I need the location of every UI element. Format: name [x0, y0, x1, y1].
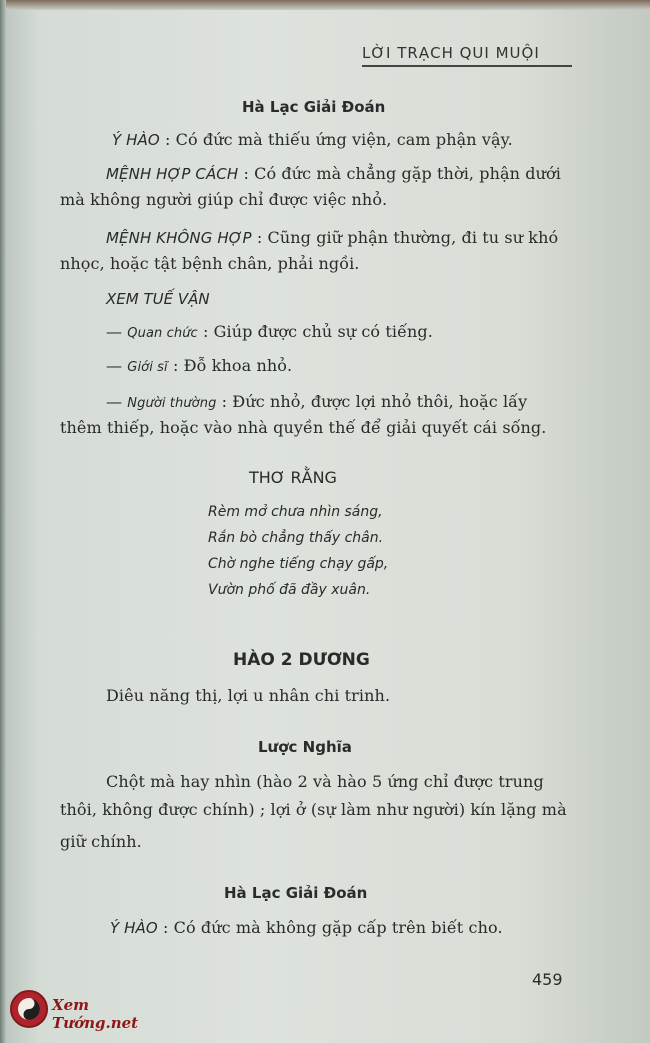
- section-title: HÀO 2 DƯƠNG: [233, 650, 370, 670]
- yin-yang-symbol: [12, 992, 46, 1026]
- poem-line: Chờ nghe tiếng chạy gấp,: [208, 556, 389, 572]
- gioi-si-label: Giới sĩ: [127, 360, 168, 375]
- nguoi-thuong-line: — Người thường : Đức nhỏ, được lợi nhỏ thôi, hoặc lấy: [106, 392, 528, 411]
- y-hao-text: : Có đức mà thiếu ứng viện, cam phận vậy.: [164, 130, 513, 149]
- menh-hop-text: : Có đức mà chẳng gặp thời, phận dưới: [243, 164, 561, 183]
- yin-yang-icon: [10, 990, 48, 1028]
- y-hao-label: Ý HÀO: [112, 131, 160, 149]
- poem-line: Rèm mở chưa nhìn sáng,: [208, 504, 383, 520]
- poem-line: Rắn bò chẳng thấy chân.: [208, 530, 384, 546]
- page-number: 459: [532, 970, 563, 989]
- paragraph-line: Chột mà hay nhìn (hào 2 và hào 5 ứng chỉ được trung: [106, 772, 544, 791]
- xem-tue-van-label: XEM TUẾ VẬN: [106, 290, 210, 308]
- menh-khong-text: : Cũng giữ phận thường, đi tu sư khó: [256, 228, 559, 247]
- menh-hop-line: [106, 164, 561, 183]
- page-binding-edge: [0, 0, 6, 1043]
- section-heading: Hà Lạc Giải Đoán: [242, 98, 386, 116]
- menh-hop-label: MỆNH HỢP CÁCH: [106, 165, 239, 183]
- quan-chuc-label: Quan chức: [127, 326, 198, 341]
- poem-line: Vườn phố đã đầy xuân.: [208, 582, 371, 598]
- watermark-logo: [10, 988, 175, 1032]
- menh-khong-line: [106, 228, 558, 247]
- paragraph-line: thôi, không được chính) ; lợi ở (sự làm như người) kín lặng mà: [60, 800, 567, 819]
- paragraph-line: giữ chính.: [60, 832, 142, 851]
- gioi-si-text: : Đỗ khoa nhỏ.: [172, 356, 293, 375]
- nguoi-thuong-label: Người thường: [127, 396, 217, 411]
- nguoi-thuong-text: : Đức nhỏ, được lợi nhỏ thôi, hoặc lấy: [221, 392, 528, 411]
- poem-title: THƠ RẰNG: [249, 468, 337, 487]
- menh-hop-line-2: mà không người giúp chỉ được việc nhỏ.: [60, 190, 388, 209]
- running-header: LỜI TRẠCH QUI MUỘI: [362, 44, 572, 67]
- gioi-si-line: — Giới sĩ : Đỗ khoa nhỏ.: [106, 356, 293, 375]
- page-top-edge: [0, 0, 650, 10]
- y-hao-text-2: : Có đức mà không gặp cấp trên biết cho.: [162, 918, 503, 937]
- nguoi-thuong-line-2: thêm thiếp, hoặc vào nhà quyền thế để giải quyết cái sống.: [60, 418, 547, 437]
- section-heading-2: Hà Lạc Giải Đoán: [224, 884, 368, 902]
- menh-khong-line-2: nhọc, hoặc tật bệnh chân, phải ngồi.: [60, 254, 360, 273]
- y-hao-line-2: [110, 918, 503, 937]
- hao-line: Diêu năng thị, lợi u nhân chi trinh.: [106, 686, 391, 705]
- quan-chuc-text: : Giúp được chủ sự có tiếng.: [202, 322, 433, 341]
- y-hao-line: [112, 130, 513, 149]
- luoc-nghia-heading: Lược Nghĩa: [258, 738, 352, 756]
- y-hao-label-2: Ý HÀO: [110, 919, 158, 937]
- quan-chuc-line: — Quan chức : Giúp được chủ sự có tiếng.: [106, 322, 433, 341]
- watermark-text: Xem Tướng.net: [52, 996, 139, 1032]
- menh-khong-label: MỆNH KHÔNG HỢP: [106, 229, 252, 247]
